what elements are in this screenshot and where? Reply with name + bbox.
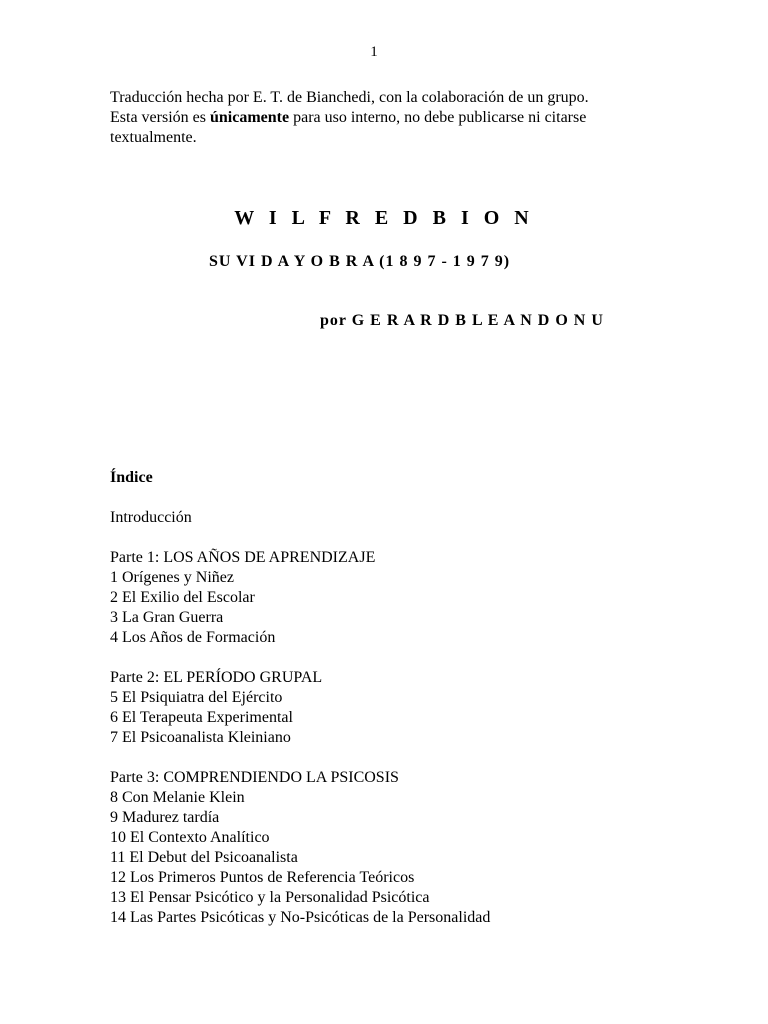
toc-part-title: Parte 1: LOS AÑOS DE APRENDIZAJE	[110, 549, 376, 566]
toc-chapter: 6 El Terapeuta Experimental	[110, 709, 293, 726]
toc-chapter: 13 El Pensar Psicótico y la Personalidad Psicótica	[110, 889, 430, 906]
toc-chapter: 4 Los Años de Formación	[110, 629, 276, 646]
toc-chapter: 3 La Gran Guerra	[110, 609, 224, 626]
note-line-2	[110, 108, 710, 128]
note-line-2-end: para uso interno, no debe publicarse ni citarse	[289, 109, 587, 126]
toc-part-title: Parte 3: COMPRENDIENDO LA PSICOSIS	[110, 769, 399, 786]
toc-part-1	[110, 548, 730, 648]
toc-part-3	[110, 768, 730, 928]
document-author: por G E R A R D B L E A N D O N U	[320, 312, 604, 329]
toc-part-2	[110, 668, 730, 748]
toc-chapter: 7 El Psicoanalista Kleiniano	[110, 729, 291, 746]
toc-chapter: 9 Madurez tardía	[110, 809, 220, 826]
table-of-contents	[110, 468, 730, 948]
toc-chapter: 10 El Contexto Analítico	[110, 829, 270, 846]
toc-part-title: Parte 2: EL PERÍODO GRUPAL	[110, 669, 323, 686]
toc-chapter: 2 El Exilio del Escolar	[110, 589, 255, 606]
toc-heading: Índice	[110, 469, 153, 486]
page-number: 1	[370, 44, 378, 60]
toc-chapter: 1 Orígenes y Niñez	[110, 569, 234, 586]
toc-chapter: 8 Con Melanie Klein	[110, 789, 245, 806]
toc-chapter: 14 Las Partes Psicóticas y No-Psicóticas de la Personalidad	[110, 909, 491, 926]
toc-chapter: 5 El Psiquiatra del Ejército	[110, 689, 283, 706]
note-line-3: textualmente.	[110, 129, 197, 146]
note-emphasis: únicamente	[209, 109, 290, 126]
toc-chapter: 12 Los Primeros Puntos de Referencia Teóricos	[110, 869, 415, 886]
note-line-1: Traducción hecha por E. T. de Bianchedi, con la colaboración de un grupo.	[110, 89, 589, 106]
document-subtitle: SU VI D A Y O B R A (1 8 9 7 - 1 9 7 9)	[209, 253, 511, 270]
document-title: W I L F R E D B I O N	[234, 207, 534, 229]
translation-note	[110, 88, 710, 148]
note-line-2-start: Esta versión es	[110, 109, 210, 126]
toc-chapter: 11 El Debut del Psicoanalista	[110, 849, 298, 866]
toc-entry-introduction: Introducción	[110, 509, 192, 526]
